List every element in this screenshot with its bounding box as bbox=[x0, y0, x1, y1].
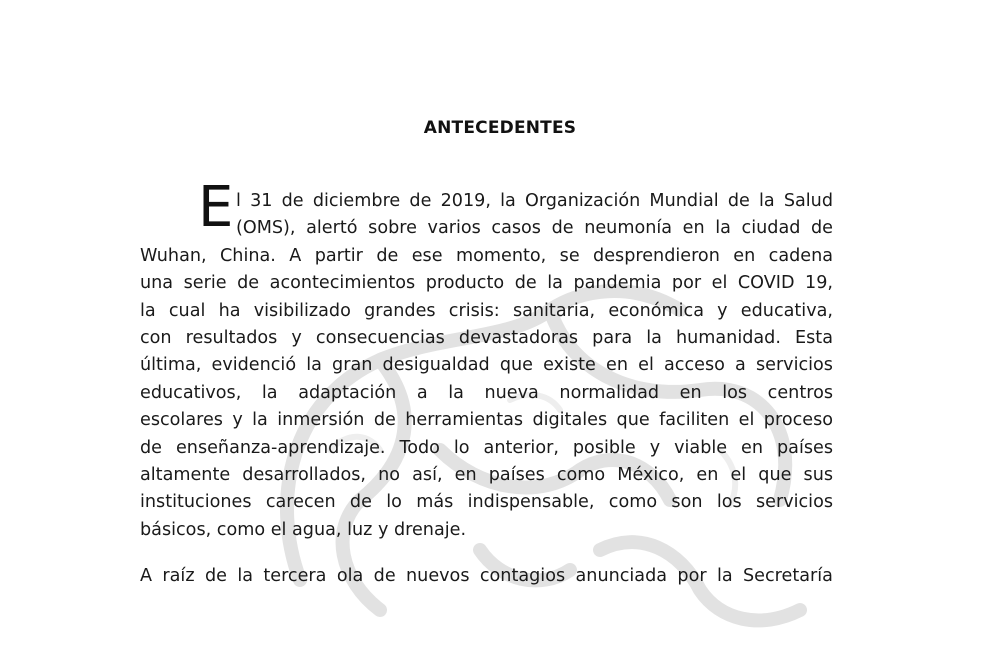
text-line: instituciones carecen de lo más indispensable, como son los servicios bbox=[140, 492, 833, 513]
text-line: con resultados y consecuencias devastadoras para la humanidad. Esta bbox=[140, 327, 833, 348]
text-line: una serie de acontecimientos producto de la pandemia por el COVID 19, bbox=[140, 273, 834, 294]
text-line: de enseñanza-aprendizaje. Todo lo anterior, posible y viable en países bbox=[140, 437, 833, 458]
text-line: la cual ha visibilizado grandes crisis: sanitaria, económica y educativa, bbox=[140, 300, 833, 321]
text-line: educativos, la adaptación a la nueva normalidad en los centros bbox=[140, 382, 834, 403]
text-line: básicos, como el agua, luz y drenaje. bbox=[140, 519, 467, 540]
text-line: l 31 de diciembre de 2019, la Organización Mundial de la Salud bbox=[236, 191, 834, 211]
paragraph-1 bbox=[140, 175, 834, 544]
drop-cap-block bbox=[140, 175, 834, 243]
text-line: escolares y la inmersión de herramientas digitales que faciliten el proceso bbox=[140, 410, 834, 431]
text-line: última, evidenció la gran desigualdad que existe en el acceso a servicios bbox=[140, 355, 833, 376]
section-heading: ANTECEDENTES bbox=[423, 118, 577, 138]
drop-cap-letter: E bbox=[198, 175, 234, 240]
text-line: Wuhan, China. A partir de ese momento, se desprendieron en cadena bbox=[140, 245, 834, 266]
text-line: altamente desarrollados, no así, en países como México, en el que sus bbox=[140, 464, 834, 485]
text-line: A raíz de la tercera ola de nuevos contagios anunciada por la Secretaría bbox=[140, 566, 833, 586]
text-line: (OMS), alertó sobre varios casos de neumonía en la ciudad de bbox=[236, 218, 834, 239]
paragraph-2 bbox=[140, 563, 833, 590]
